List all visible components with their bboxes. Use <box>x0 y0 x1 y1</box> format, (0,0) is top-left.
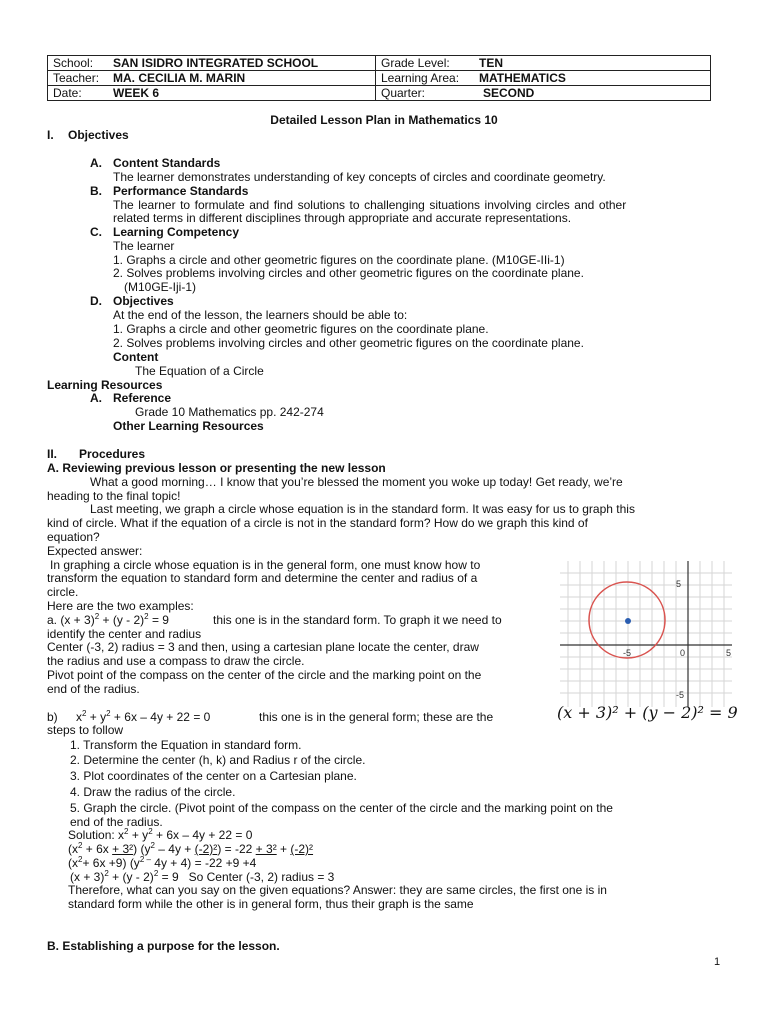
review-line1: Last meeting, we graph a circle whose equation is in the standard form. It was easy for us to graph this <box>90 502 635 516</box>
performance-standards-line2: related terms in different disciplines through appropriate and accurate representations. <box>113 211 572 225</box>
reference-letter: A. <box>90 391 102 405</box>
solution-line2: $(x^2 + 6x + 3^2)$ $(y^2 - 4y + (-2)^2) = -22 + 3^2 + (-2)^2$ <box>68 841 314 856</box>
procedure-a-heading: A. Reviewing previous lesson or presenting the new lesson <box>47 461 386 475</box>
competency-line3: (M10GE-Iji-1) <box>124 280 197 294</box>
example-b-label: b) <box>47 710 58 724</box>
competency-line2: 2. Solves problems involving circles and other geometric figures on the coordinate plane. <box>113 266 584 280</box>
step-2: 2. Determine the center (h, k) and Radius r of the circle. <box>70 753 366 767</box>
example-a-line6: end of the radius. <box>47 682 140 696</box>
school-value: SAN ISIDRO INTEGRATED SCHOOL <box>113 56 319 70</box>
learning-resources-heading: Learning Resources <box>47 378 163 392</box>
grade-label: Grade Level: <box>381 56 450 70</box>
content-standards-title: Content Standards <box>113 156 221 170</box>
performance-standards-letter: B. <box>90 184 102 198</box>
competency-line0: The learner <box>113 239 175 253</box>
greeting-line2: heading to the final topic! <box>47 489 181 503</box>
school-label: School: <box>53 56 94 70</box>
solution-line3: $(x^2+ 6x +9)$ ($y^{2 -}$ 4y + 4) = -22 +9 +4 <box>68 855 257 870</box>
step-4: 4. Draw the radius of the circle. <box>70 785 236 799</box>
performance-standards-line1: The learner to formulate and find solutions to challenging situations involving circles and other <box>113 198 627 212</box>
step-5-line1: 5. Graph the circle. (Pivot point of the compass on the center of the circle and the marking point on the <box>70 801 613 815</box>
example-b-description: this one is in the general form; these are the <box>259 710 494 724</box>
reference-text: Grade 10 Mathematics pp. 242-274 <box>135 405 324 419</box>
date-value: WEEK 6 <box>113 86 160 100</box>
example-b-equation: $x^2 + y^2 + 6x - 4y + 22 = 0$ <box>76 709 211 724</box>
objectives-d-letter: D. <box>90 294 102 308</box>
header-table <box>47 55 711 101</box>
step-1: 1. Transform the Equation in standard form. <box>70 738 302 752</box>
greeting-line1: What a good morning… I know that you’re blessed the moment you woke up today! Get ready, we’re <box>90 475 623 489</box>
content-title: Content <box>113 350 159 364</box>
procedures-heading: Procedures <box>79 447 146 461</box>
school-cell <box>48 56 376 71</box>
reference-title: Reference <box>113 391 172 405</box>
example-a-line2: identify the center and radius <box>47 627 202 641</box>
example-a-equation: a. $(x + 3)^2 + (y - 2)^2 = 9$ <box>47 612 169 627</box>
quarter-label: Quarter: <box>381 86 426 100</box>
performance-standards-title: Performance Standards <box>113 184 249 198</box>
explanation-line3: circle. <box>47 585 79 599</box>
procedures-number: II. <box>47 447 58 461</box>
teacher-cell <box>48 71 376 86</box>
grade-cell <box>376 56 711 71</box>
area-cell <box>376 71 711 86</box>
explanation-line2: transform the equation to standard form and determine the center and radius of a <box>47 571 478 585</box>
objectives-d-line2: 2. Solves problems involving circles and other geometric figures on the coordinate plane. <box>113 336 584 350</box>
step-3: 3. Plot coordinates of the center on a Cartesian plane. <box>70 769 357 783</box>
origin-label: 0 <box>679 648 685 658</box>
learning-competency-title: Learning Competency <box>113 225 240 239</box>
content-standards-letter: A. <box>90 156 102 170</box>
competency-line1: 1. Graphs a circle and other geometric figures on the coordinate plane. (M10GE-IIi-1) <box>113 253 565 267</box>
objectives-heading: Objectives <box>68 128 129 142</box>
example-a-line3: Center (-3, 2) radius = 3 and then, using a cartesian plane locate the center, draw <box>47 640 479 654</box>
x-tick-5: 5 <box>725 648 731 658</box>
example-b-line2: steps to follow <box>47 723 124 737</box>
content-standards-text: The learner demonstrates understanding of key concepts of circles and coordinate geometry. <box>113 170 606 184</box>
quarter-value: SECOND <box>483 86 535 100</box>
area-label: Learning Area: <box>381 71 460 85</box>
teacher-value: MA. CECILIA M. MARIN <box>113 71 246 85</box>
solution-line4: $(x + 3)^2 + (y - 2)^2 = 9$ So Center (-3, 2) radius = 3 <box>70 869 335 884</box>
circle-graph <box>560 561 732 707</box>
grade-value: TEN <box>479 56 503 70</box>
y-tick-neg5: -5 <box>675 690 684 700</box>
objectives-number: I. <box>47 128 54 142</box>
step-5-line2: end of the radius. <box>70 815 163 829</box>
conclusion-line1: Therefore, what can you say on the given equations? Answer: they are same circles, the first one is in <box>68 883 607 897</box>
center-point <box>625 618 631 624</box>
conclusion-line2: standard form while the other is in general form, thus their graph is the same <box>68 897 474 911</box>
graph-grid <box>560 561 732 707</box>
expected-answer-label: Expected answer: <box>47 544 143 558</box>
review-line3: equation? <box>47 530 100 544</box>
solution-line1: Solution: $x^2 + y^2 + 6x - 4y + 22 = 0$ <box>68 827 253 842</box>
page-number: 1 <box>714 956 721 968</box>
objectives-d-line0: At the end of the lesson, the learners should be able to: <box>113 308 408 322</box>
review-line2: kind of circle. What if the equation of a circle is not in the standard form? How do we graph this kind of <box>47 516 588 530</box>
explanation-line4: Here are the two examples: <box>47 599 194 613</box>
date-cell <box>48 86 376 101</box>
procedure-b-heading: B. Establishing a purpose for the lesson. <box>47 939 280 953</box>
area-value: MATHEMATICS <box>479 71 566 85</box>
objectives-d-title: Objectives <box>113 294 174 308</box>
example-a-line5: Pivot point of the compass on the center of the circle and the marking point on the <box>47 668 482 682</box>
teacher-label: Teacher: <box>53 71 100 85</box>
example-a-line4: the radius and use a compass to draw the circle. <box>47 654 305 668</box>
graph-equation-caption: (x + 3)² + (y − 2)² = 9 <box>557 703 738 722</box>
x-tick-neg5: -5 <box>622 648 632 658</box>
quarter-cell <box>376 86 711 101</box>
example-a-description: this one is in the standard form. To graph it we need to <box>213 613 502 627</box>
document-title: Detailed Lesson Plan in Mathematics 10 <box>270 113 498 127</box>
explanation-line1: In graphing a circle whose equation is in the general form, one must know how to <box>50 558 481 572</box>
objectives-d-line1: 1. Graphs a circle and other geometric figures on the coordinate plane. <box>113 322 489 336</box>
date-label: Date: <box>53 86 82 100</box>
other-resources-title: Other Learning Resources <box>113 419 264 433</box>
learning-competency-letter: C. <box>90 225 102 239</box>
content-text: The Equation of a Circle <box>135 364 264 378</box>
y-tick-5: 5 <box>675 579 681 589</box>
